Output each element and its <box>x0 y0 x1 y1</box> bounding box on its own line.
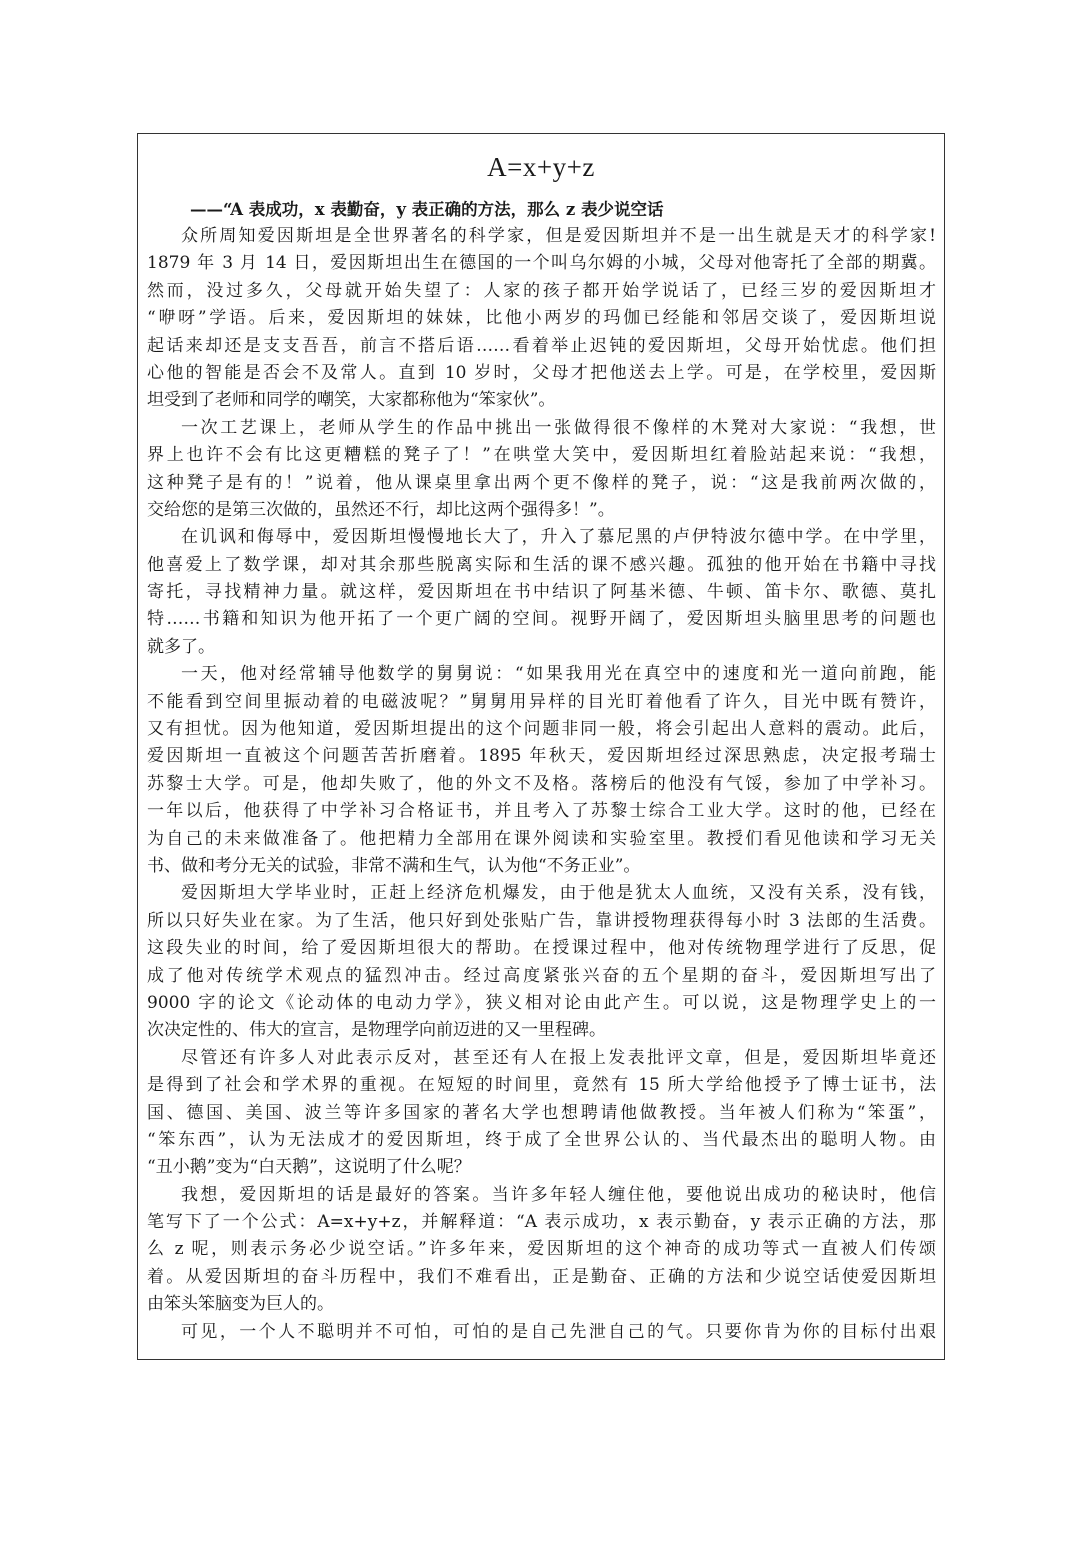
frame-bottom-rule <box>137 1359 945 1360</box>
text-line: 他喜爱上了数学课，却对其余那些脱离实际和生活的课不感兴趣。孤独的他开始在书籍中寻找 <box>147 554 936 575</box>
text-line: 这段失业的时间，给了爱因斯坦很大的帮助。在授课过程中，他对传统物理学进行了反思，促 <box>147 938 936 959</box>
text-line: 一次工艺课上，老师从学生的作品中挑出一张做得很不像样的木凳对大家说：“我想，世 <box>181 417 936 438</box>
text-line: 不能看到空间里振动着的电磁波呢？”舅舅用异样的目光盯着他看了许久，目光中既有赞许， <box>147 691 936 712</box>
paragraph <box>147 524 936 661</box>
paragraph <box>147 223 936 415</box>
text-line: 1879 年 3 月 14 日，爱因斯坦出生在德国的一个叫乌尔姆的小城，父母对他寄托了全部的期冀。 <box>147 253 936 274</box>
text-line: “咿呀”学语。后来，爱因斯坦的妹妹，比他小两岁的玛伽已经能和邻居交谈了，爱因斯坦说 <box>147 308 936 329</box>
text-line: 尽管还有许多人对此表示反对，甚至还有人在报上发表批评文章，但是，爱因斯坦毕竟还 <box>181 1047 936 1068</box>
text-line: 特……书籍和知识为他开拓了一个更广阔的空间。视野开阔了，爱因斯坦头脑里思考的问题也 <box>147 609 936 630</box>
paragraph <box>147 661 936 880</box>
text-line: 可见，一个人不聪明并不可怕，可怕的是自己先泄自己的气。只要你肯为你的目标付出艰 <box>181 1321 936 1342</box>
paragraph <box>147 415 936 525</box>
text-line: 这种凳子是有的！”说着，他从课桌里拿出两个更不像样的凳子，说：“这是我前两次做的， <box>147 472 936 493</box>
text-line: 笔写下了一个公式：A=x+y+z，并解释道：“A 表示成功，x 表示勤奋，y 表示正确的方法，那 <box>147 1212 936 1233</box>
text-line: 我想，爱因斯坦的话是最好的答案。当许多年轻人缠住他，要他说出成功的秘诀时，他信 <box>181 1184 936 1205</box>
paragraph <box>147 1182 936 1319</box>
document-body <box>147 223 936 1346</box>
document-subtitle: ——“A 表成功，x 表勤奋，y 表正确的方法，那么 z 表少说空话 <box>190 200 664 219</box>
text-line: 所以只好失业在家。为了生活，他只好到处张贴广告，靠讲授物理获得每小时 3 法郎的生活费。 <box>147 910 936 931</box>
document-title: A=x+y+z <box>487 152 595 182</box>
text-line: 苏黎士大学。可是，他却失败了，他的外文不及格。落榜后的他没有气馁，参加了中学补习。 <box>147 773 936 794</box>
text-line: 坦受到了老师和同学的嘲笑，大家都称他为“笨家伙”。 <box>147 390 556 411</box>
text-line: 着。从爱因斯坦的奋斗历程中，我们不难看出，正是勤奋、正确的方法和少说空话使爱因斯坦 <box>147 1266 936 1287</box>
text-line: 界上也许不会有比这更糟糕的凳子了！”在哄堂大笑中，爱因斯坦红着脸站起来说：“我想， <box>147 445 936 466</box>
text-line: 是得到了社会和学术界的重视。在短短的时间里，竟然有 15 所大学给他授予了博士证书，法 <box>147 1075 936 1096</box>
text-line: 起话来却还是支支吾吾，前言不搭后语……看着举止迟钝的爱因斯坦，父母开始忧虑。他们担 <box>147 335 936 356</box>
paragraph <box>147 880 936 1044</box>
text-line: 心他的智能是否会不及常人。直到 10 岁时，父母才把他送去上学。可是，在学校里，爱因斯 <box>147 362 936 383</box>
document-frame <box>137 133 945 1360</box>
paragraph <box>147 1319 936 1346</box>
text-line: 一年以后，他获得了中学补习合格证书，并且考入了苏黎士综合工业大学。这时的他，已经在 <box>147 801 936 822</box>
text-line: 由笨头笨脑变为巨人的。 <box>147 1294 334 1315</box>
text-line: 交给您的是第三次做的，虽然还不行，却比这两个强得多！”。 <box>147 499 615 520</box>
text-line: 爱因斯坦一直被这个问题苦苦折磨着。1895 年秋天，爱因斯坦经过深思熟虑，决定报考瑞士 <box>147 746 936 767</box>
text-line: 么 z 呢，则表示务必少说空话。”许多年来，爱因斯坦的这个神奇的成功等式一直被人们传颂 <box>147 1239 936 1260</box>
text-line: 在讥讽和侮辱中，爱因斯坦慢慢地长大了，升入了慕尼黑的卢伊特波尔德中学。在中学里， <box>181 527 936 548</box>
text-line: 众所周知爱因斯坦是全世界著名的科学家，但是爱因斯坦并不是一出生就是天才的科学家! <box>181 226 936 246</box>
text-line: 寄托，寻找精神力量。就这样，爱因斯坦在书中结识了阿基米德、牛顿、笛卡尔、歌德、莫扎 <box>147 582 936 603</box>
text-line: “丑小鹅”变为“白天鹅”，这说明了什么呢？ <box>147 1157 471 1178</box>
text-line: 为自己的未来做准备了。他把精力全部用在课外阅读和实验室里。教授们看见他读和学习无关 <box>147 828 936 849</box>
text-line: 就多了。 <box>147 636 215 657</box>
text-line: 爱因斯坦大学毕业时，正赶上经济危机爆发，由于他是犹太人血统，又没有关系，没有钱， <box>181 883 936 904</box>
text-line: 又有担忧。因为他知道，爱因斯坦提出的这个问题非同一般，将会引起出人意料的震动。此后， <box>147 719 936 740</box>
paragraph <box>147 1045 936 1182</box>
text-line: 国、德国、美国、波兰等许多国家的著名大学也想聘请他做教授。当年被人们称为“笨蛋”， <box>147 1102 936 1123</box>
text-line: 9000 字的论文《论动体的电动力学》，狭义相对论由此产生。可以说，这是物理学史上的一 <box>147 992 936 1013</box>
text-line: 一天，他对经常辅导他数学的舅舅说：“如果我用光在真空中的速度和光一道向前跑，能 <box>181 664 936 685</box>
text-line: 次决定性的、伟大的宣言，是物理学向前迈进的又一里程碑。 <box>147 1020 606 1041</box>
text-line: 成了他对传统学术观点的猛烈冲击。经过高度紧张兴奋的五个星期的奋斗，爱因斯坦写出了 <box>147 965 936 986</box>
text-line: 然而，没过多久，父母就开始失望了：人家的孩子都开始学说话了，已经三岁的爱因斯坦才 <box>147 280 936 301</box>
text-line: 书、做和考分无关的试验，非常不满和生气，认为他“不务正业”。 <box>147 855 641 876</box>
text-line: “笨东西”，认为无法成才的爱因斯坦，终于成了全世界公认的、当代最杰出的聪明人物。由 <box>147 1129 936 1150</box>
